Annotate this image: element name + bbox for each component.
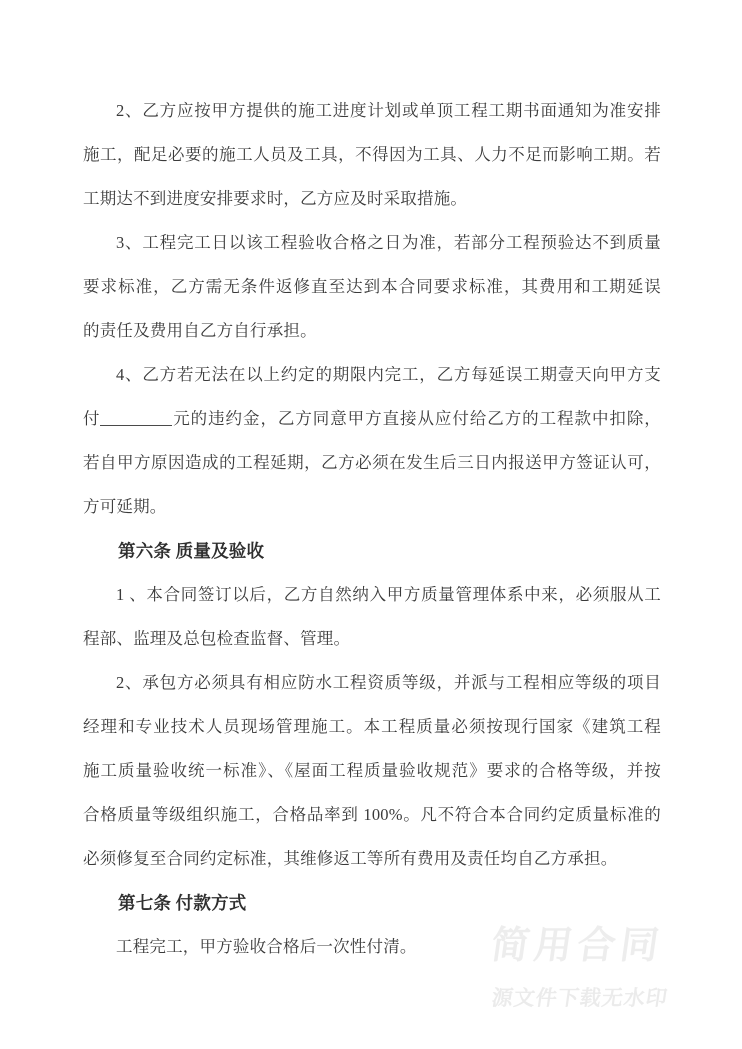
text-after-blank: 元的违约金，乙方同意甲方直接从应付给乙方的工程款中扣除，: [172, 409, 661, 428]
text-before-blank: 付: [83, 409, 101, 428]
contract-line: 要求标准，乙方需无条件返修直至达到本合同要求标准，其费用和工期延误: [83, 277, 661, 296]
contract-line: 合格质量等级组织施工，合格品率到 100%。凡不符合本合同约定质量标准的: [83, 805, 661, 824]
contract-line: 程部、监理及总包检查监督、管理。: [83, 629, 351, 648]
contract-line: 若自甲方原因造成的工程延期，乙方必须在发生后三日内报送甲方签证认可，: [83, 453, 661, 472]
paragraph-clause-2: [83, 89, 661, 221]
watermark-title: 简用合同: [488, 925, 667, 967]
contract-line: 施工质量验收统一标准》、《屋面工程质量验收规范》要求的合格等级，并按: [83, 761, 661, 780]
contract-line-with-blank: [83, 397, 661, 441]
paragraph-article6-clause-2: [83, 661, 661, 881]
contract-line: 经理和专业技术人员现场管理施工。本工程质量必须按现行国家《建筑工程: [83, 717, 661, 736]
contract-line: 工程完工，甲方验收合格后一次性付清。: [116, 937, 417, 956]
contract-line: 2、乙方应按甲方提供的施工进度计划或单顶工程工期书面通知为准安排: [116, 101, 661, 120]
section-heading-article-6: [83, 529, 661, 573]
paragraph-article7-payment: [83, 925, 661, 969]
paragraph-clause-3: [83, 221, 661, 353]
heading-text: 第七条 付款方式: [118, 893, 247, 913]
contract-body: [83, 89, 661, 969]
contract-line: 工期达不到进度安排要求时，乙方应及时采取措施。: [83, 189, 468, 208]
contract-line: 的责任及费用自乙方自行承担。: [83, 321, 317, 340]
contract-line: 施工，配足必要的施工人员及工具，不得因为工具、人力不足而影响工期。若: [83, 145, 661, 164]
contract-line: 4、乙方若无法在以上约定的期限内完工，乙方每延误工期壹天向甲方支: [116, 365, 661, 384]
contract-line: 必须修复至合同约定标准，其维修返工等所有费用及责任均自乙方承担。: [83, 849, 618, 868]
paragraph-article6-clause-1: [83, 573, 661, 661]
contract-line: 方可延期。: [83, 497, 167, 516]
contract-line: 3、工程完工日以该工程验收合格之日为准，若部分工程预验达不到质量: [116, 233, 661, 252]
paragraph-clause-4: [83, 353, 661, 529]
section-heading-article-7: [83, 881, 661, 925]
watermark-subtitle: 源文件下载无水印: [490, 987, 670, 1010]
heading-text: 第六条 质量及验收: [118, 541, 265, 561]
contract-line: 1 、本合同签订以后，乙方自然纳入甲方质量管理体系中来，必须服从工: [116, 585, 661, 604]
penalty-amount-blank-field: [100, 423, 172, 426]
contract-line: 2、承包方必须具有相应防水工程资质等级，并派与工程相应等级的项目: [116, 673, 661, 692]
